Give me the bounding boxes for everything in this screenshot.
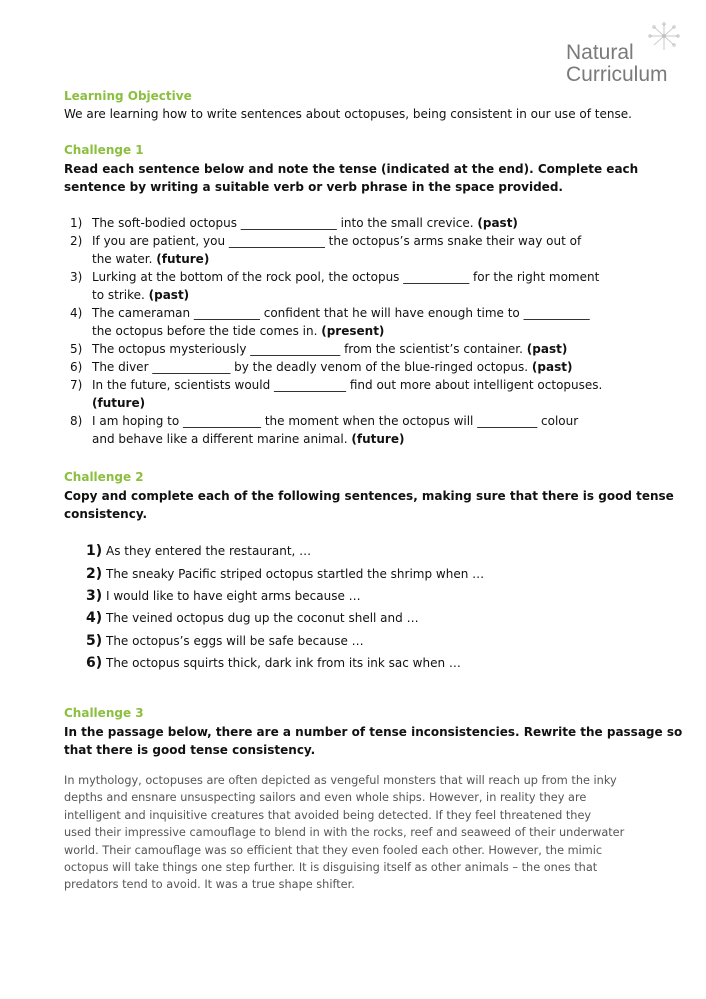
item-text-cont: the octopus before the tide comes in. <box>92 324 322 338</box>
item-number: 3) <box>86 588 103 604</box>
passage-line: intelligent and inquisitive creatures that avoided being detected. If they feel threatened they <box>64 808 592 822</box>
challenge2-instruction-line1: Copy and complete each of the following sentences, making sure that there is good tense <box>64 489 674 503</box>
item-text-cont: the water. <box>92 252 157 266</box>
item-tense: (future) <box>92 396 146 410</box>
item-text: In the future, scientists would ____________ find out more about intelligent octopuses. <box>92 378 603 392</box>
item-text: I am hoping to _____________ the moment when the octopus will __________ colour <box>92 414 579 428</box>
challenge1-item <box>70 304 650 340</box>
passage-line: predators tend to avoid. It was a true shape shifter. <box>64 878 355 892</box>
item-text: The cameraman ___________ confident that he will have enough time to ___________ <box>92 306 590 320</box>
challenge2-item <box>86 610 419 626</box>
learning-objective-text: We are learning how to write sentences about octopuses, being consistent in our use of tense. <box>64 107 632 121</box>
item-text: As they entered the restaurant, … <box>106 544 312 558</box>
challenge2-item <box>86 543 311 559</box>
challenge3-heading: Challenge 3 <box>64 706 144 720</box>
challenge2-item <box>86 566 484 582</box>
item-number: 3) <box>70 270 83 284</box>
learning-objective-heading: Learning Objective <box>64 89 192 103</box>
passage-line: world. Their camouflage was so efficient that they even fooled each other. However, the mimic <box>64 843 603 857</box>
challenge2-item <box>86 633 364 649</box>
natural-curriculum-logo <box>560 22 690 92</box>
item-tense: (present) <box>321 324 385 338</box>
challenge1-heading: Challenge 1 <box>64 143 144 157</box>
challenge1-item <box>70 268 650 304</box>
logo-line2: Curriculum <box>566 63 668 86</box>
item-text: The soft-bodied octopus ________________ into the small crevice. <box>92 216 478 230</box>
item-number: 7) <box>70 378 83 392</box>
item-number: 1) <box>86 543 103 559</box>
item-text-cont: to strike. <box>92 288 149 302</box>
passage-line: used their impressive camouflage to blend in with the rocks, reef and seaweed of their underwater <box>64 826 625 840</box>
logo-line1: Natural <box>566 41 634 64</box>
item-text: The sneaky Pacific striped octopus startled the shrimp when … <box>106 567 485 581</box>
challenge1-item <box>70 376 650 412</box>
passage-line: depths and ensnare unsuspecting sailors and even whole ships. However, in reality they are <box>64 791 587 805</box>
passage-line: octopus will take things one step further. It is disguising itself as other animals – the ones that <box>64 861 598 875</box>
challenge1-item <box>70 412 650 448</box>
challenge1-item <box>70 340 650 358</box>
item-number: 2) <box>86 566 103 582</box>
item-tense: (past) <box>148 288 190 302</box>
item-number: 8) <box>70 414 83 428</box>
challenge1-instruction-line2: sentence by writing a suitable verb or verb phrase in the space provided. <box>64 180 563 194</box>
challenge2-item <box>86 588 361 604</box>
item-text: Lurking at the bottom of the rock pool, the octopus ___________ for the right moment <box>92 270 600 284</box>
challenge2-item <box>86 655 461 671</box>
item-number: 5) <box>86 633 103 649</box>
item-text: The octopus squirts thick, dark ink from its ink sac when … <box>106 656 461 670</box>
challenge1-item <box>70 214 650 232</box>
challenge3-passage <box>64 772 654 894</box>
item-number: 4) <box>70 306 83 320</box>
item-text: The diver _____________ by the deadly venom of the blue-ringed octopus. <box>92 360 532 374</box>
challenge1-item <box>70 358 650 376</box>
item-tense: (past) <box>477 216 518 230</box>
challenge3-instruction-line1: In the passage below, there are a number of tense inconsistencies. Rewrite the passage so <box>64 725 683 739</box>
item-number: 4) <box>86 610 103 626</box>
item-tense: (future) <box>351 432 405 446</box>
challenge2-heading: Challenge 2 <box>64 470 144 484</box>
item-text: The octopus’s eggs will be safe because … <box>106 634 364 648</box>
dandelion-icon <box>644 22 684 52</box>
item-number: 6) <box>86 655 103 671</box>
challenge1-item <box>70 232 650 268</box>
challenge2-instruction-line2: consistency. <box>64 507 148 521</box>
item-tense: (future) <box>156 252 210 266</box>
challenge3-instruction-line2: that there is good tense consistency. <box>64 743 316 757</box>
item-number: 1) <box>70 216 83 230</box>
item-number: 5) <box>70 342 83 356</box>
passage-line: In mythology, octopuses are often depicted as vengeful monsters that will reach up from the inky <box>64 774 617 787</box>
item-tense: (past) <box>531 360 573 374</box>
item-text-cont: and behave like a different marine animal. <box>92 432 352 446</box>
challenge1-instruction-line1: Read each sentence below and note the tense (indicated at the end). Complete each <box>64 162 639 176</box>
item-number: 6) <box>70 360 83 374</box>
item-text: The veined octopus dug up the coconut shell and … <box>106 611 419 625</box>
item-number: 2) <box>70 234 83 248</box>
item-text: I would like to have eight arms because … <box>106 589 361 603</box>
item-tense: (past) <box>526 342 568 356</box>
item-text: The octopus mysteriously _______________ from the scientist’s container. <box>92 342 527 356</box>
item-text: If you are patient, you ________________ the octopus’s arms snake their way out of <box>92 234 582 248</box>
